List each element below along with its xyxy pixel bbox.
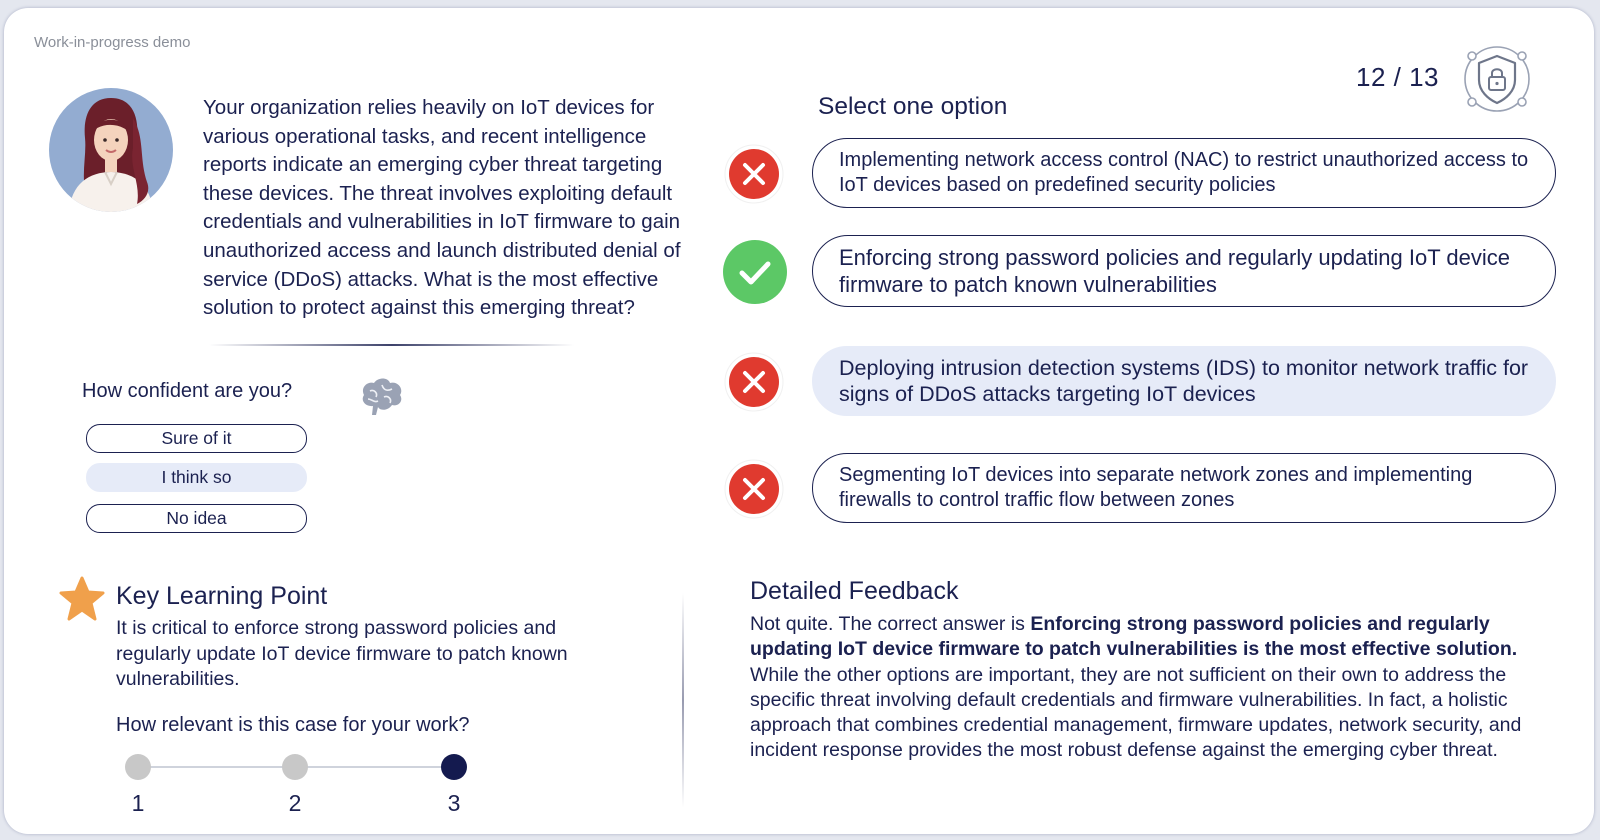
answer-option-1[interactable] <box>812 138 1556 208</box>
confidence-option-sure[interactable]: Sure of it <box>86 424 307 453</box>
relevance-dot-3[interactable] <box>441 754 467 780</box>
incorrect-icon <box>724 459 784 519</box>
answer-option-4-text: Segmenting IoT devices into separate network zones and implementing firewalls to control traffic flow between zones <box>839 464 1473 511</box>
select-one-option-label: Select one option <box>818 93 1008 120</box>
confidence-option-no-idea[interactable]: No idea <box>86 504 307 533</box>
relevance-label-3: 3 <box>447 790 461 816</box>
incorrect-icon <box>724 144 784 204</box>
column-divider <box>682 593 684 808</box>
progress-counter: 12 / 13 <box>1356 62 1440 92</box>
quiz-card <box>4 8 1594 834</box>
star-icon <box>58 576 106 622</box>
key-learning-title: Key Learning Point <box>116 582 328 610</box>
relevance-dot-1[interactable] <box>125 754 151 780</box>
confidence-option-think-so[interactable]: I think so <box>86 463 307 492</box>
feedback-correct-answer: Enforcing strong password policies and regularly updating IoT device firmware to patch vulnerabilities is the most effective solution. <box>750 613 1518 661</box>
answer-option-1-text: Implementing network access control (NAC) to restrict unauthorized access to IoT devices based on predefined security policies <box>839 149 1529 196</box>
question-text: Your organization relies heavily on IoT devices for various operational tasks, and recent intelligence reports indicate an emerging cyber threat targeting these devices. The threat involves exploiting default credentials and vulnerabilities in IoT firmware to gain unauthorized access and launch distributed denial of service (DDoS) attacks. What is the most effective solution to protect against this emerging threat? <box>203 96 681 320</box>
relevance-label-1: 1 <box>131 790 145 816</box>
feedback-text <box>750 612 1530 764</box>
key-learning-text: It is critical to enforce strong password policies and regularly update IoT device firmware to patch known vulnerabilities. <box>116 617 568 690</box>
relevance-dot-2[interactable] <box>282 754 308 780</box>
relevance-question: How relevant is this case for your work? <box>116 714 470 736</box>
correct-check-icon <box>723 240 787 304</box>
feedback-intro: Not quite. The correct answer is <box>750 613 1031 635</box>
feedback-explanation: While the other options are important, they are not sufficient on their own to address the specific threat involving default credentials and firmware vulnerabilities. In fact, a holistic approach that combines credential management, firmware updates, network security, and incident response provides the most robust defense against the emerging cyber threat. <box>750 663 1522 762</box>
incorrect-icon <box>724 352 784 412</box>
answer-option-2[interactable] <box>812 235 1556 307</box>
brain-icon <box>354 375 406 419</box>
answer-option-3[interactable] <box>812 346 1556 416</box>
avatar <box>49 88 173 212</box>
relevance-label-2: 2 <box>288 790 302 816</box>
answer-option-4[interactable] <box>812 453 1556 523</box>
question-divider <box>209 344 574 346</box>
answer-option-2-text: Enforcing strong password policies and regularly updating IoT device firmware to patch known vulnerabilities <box>839 244 1510 297</box>
confidence-label: How confident are you? <box>82 380 293 402</box>
shield-lock-icon <box>1460 44 1538 114</box>
feedback-title: Detailed Feedback <box>750 577 959 605</box>
demo-label: Work-in-progress demo <box>34 34 191 51</box>
answer-option-3-text: Deploying intrusion detection systems (IDS) to monitor network traffic for signs of DDoS attacks targeting IoT devices <box>839 355 1529 406</box>
